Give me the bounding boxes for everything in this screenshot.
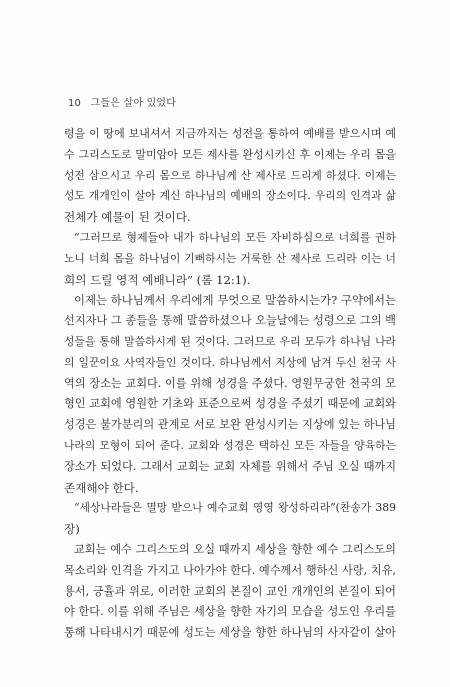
text-line: 선지자나 그 종들을 통해 말씀하셨으나 오늘날에는 성령으로 그의 백 <box>64 314 396 328</box>
running-head <box>68 94 176 109</box>
text-line: 형인 교회에 영원한 기초와 표준으로써 성경을 주셨기 때문에 교회와 <box>64 397 396 411</box>
text-line: 이제는 하나님께서 우리에게 무엇으로 말씀하시는가? 구약에서는 <box>74 293 396 308</box>
text-line: 장) <box>64 522 80 537</box>
text-line: 수 그리스도로 말미암아 모든 제사를 완성시키신 후 이제는 우리 몸을 <box>64 147 396 161</box>
text-line: 목소리와 인격을 가지고 나아가야 한다. 예수께서 행하신 사랑, 치유, <box>64 563 396 577</box>
text-line: 용서, 긍휼과 위로, 이러한 교회의 본질이 교인 개개인의 본질이 되어 <box>64 584 396 598</box>
text-line: 교회는 예수 그리스도의 오실 때까지 세상을 향한 예수 그리스도의 <box>74 542 396 556</box>
text-line: 성경은 불가분리의 관계로 서로 보완 완성시키는 지상에 있는 하나님 <box>64 418 396 432</box>
text-line: 성도 개개인이 살아 계신 하나님의 예배의 장소이다. 우리의 인격과 삶 <box>64 189 396 203</box>
text-line: 존재해야 한다. <box>64 480 139 495</box>
text-line: “세상나라들은 멸망 받으나 예수교회 영영 왕성하리라”(찬송가 389 <box>74 501 396 515</box>
running-head-title: 그들은 살아 있었다 <box>90 98 177 109</box>
text-line: 야 한다. 이를 위해 주님은 세상을 향한 자기의 모습을 성도인 우리를 <box>64 605 396 619</box>
body-text <box>64 124 396 644</box>
text-line: 희의 드릴 영적 예배니라” (롬 12:1). <box>64 272 251 287</box>
text-line: 전체가 예물이 된 것이다. <box>64 210 191 225</box>
text-line: 노니 너희 몸을 하나님이 기뻐하시는 거룩한 산 제사로 드리라 이는 너 <box>64 251 396 265</box>
page-number: 10 <box>68 98 82 109</box>
text-line: 의 일꾼이요 사역자들인 것이다. 하나님께서 지상에 남겨 두신 천국 사 <box>64 355 396 369</box>
text-line: 성전 삼으시고 우리 몸으로 하나님께 산 제사로 드리게 하셨다. 이제는 <box>64 168 396 182</box>
text-line: “그러므로 형제들아 내가 하나님의 모든 자비하심으로 너희를 권하 <box>74 230 396 244</box>
text-line: 령을 이 땅에 보내셔서 지금까지는 성전을 통하여 예배를 받으시며 예 <box>64 127 396 140</box>
text-line: 성들을 통해 말씀하시게 된 것이다. 그러므로 우리 모두가 하나님 나라 <box>64 334 396 348</box>
text-line: 통해 나타내시기 때문에 성도는 세상을 향한 하나님의 사자같이 살아 <box>64 626 396 640</box>
text-line: 장소가 되었다. 그래서 교회는 교회 자체를 위해서 주님 오실 때까지 <box>64 459 396 473</box>
text-line: 나라의 모형이 되어 준다. 교회와 성경은 택하신 모든 자들을 양육하는 <box>64 438 396 452</box>
text-line: 역의 장소는 교회다. 이를 위해 성경을 주셨다. 영원무궁한 천국의 모 <box>64 376 396 390</box>
